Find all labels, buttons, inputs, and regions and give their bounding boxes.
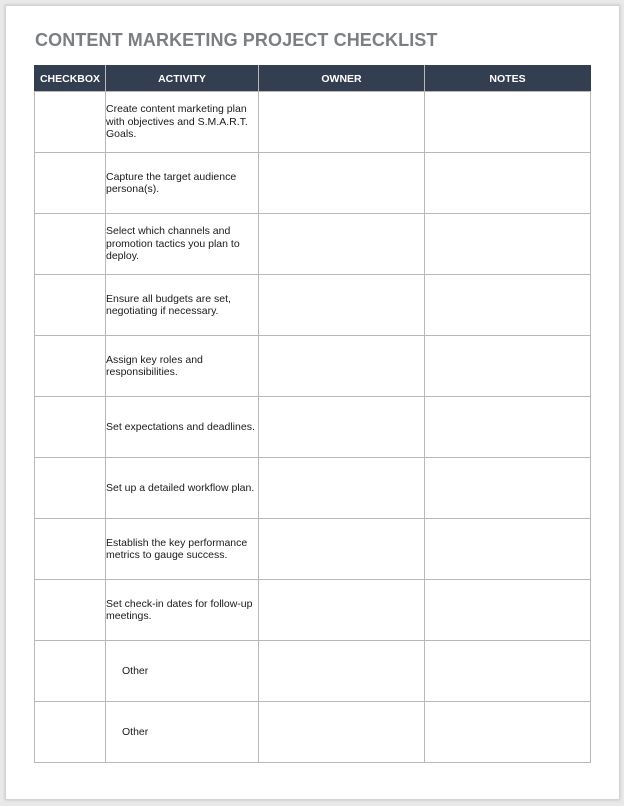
activity-cell: Capture the target audience persona(s). xyxy=(106,153,259,214)
notes-cell[interactable] xyxy=(425,214,591,275)
header-notes: NOTES xyxy=(425,66,591,92)
owner-cell[interactable] xyxy=(259,580,425,641)
owner-cell[interactable] xyxy=(259,397,425,458)
owner-cell[interactable] xyxy=(259,214,425,275)
table-row xyxy=(35,458,591,519)
owner-cell[interactable] xyxy=(259,519,425,580)
owner-cell[interactable] xyxy=(259,92,425,153)
activity-cell: Create content marketing plan with objectives and S.M.A.R.T. Goals. xyxy=(106,92,259,153)
owner-cell[interactable] xyxy=(259,153,425,214)
table-row xyxy=(35,702,591,763)
owner-cell[interactable] xyxy=(259,336,425,397)
table-row xyxy=(35,641,591,702)
activity-cell: Select which channels and promotion tactics you plan to deploy. xyxy=(106,214,259,275)
activity-cell: Establish the key performance metrics to gauge success. xyxy=(106,519,259,580)
activity-cell: Ensure all budgets are set, negotiating if necessary. xyxy=(106,275,259,336)
table-row xyxy=(35,519,591,580)
checklist-table xyxy=(34,65,591,763)
notes-cell[interactable] xyxy=(425,641,591,702)
document-page xyxy=(5,5,620,800)
activity-cell: Set up a detailed workflow plan. xyxy=(106,458,259,519)
notes-cell[interactable] xyxy=(425,397,591,458)
notes-cell[interactable] xyxy=(425,519,591,580)
owner-cell[interactable] xyxy=(259,641,425,702)
table-row xyxy=(35,580,591,641)
table-row xyxy=(35,275,591,336)
activity-cell-other[interactable]: Other xyxy=(106,641,259,702)
owner-cell[interactable] xyxy=(259,275,425,336)
checkbox-cell[interactable] xyxy=(35,702,106,763)
notes-cell[interactable] xyxy=(425,92,591,153)
header-activity: ACTIVITY xyxy=(106,66,259,92)
notes-cell[interactable] xyxy=(425,580,591,641)
notes-cell[interactable] xyxy=(425,336,591,397)
checkbox-cell[interactable] xyxy=(35,92,106,153)
notes-cell[interactable] xyxy=(425,702,591,763)
table-row xyxy=(35,397,591,458)
notes-cell[interactable] xyxy=(425,153,591,214)
table-row xyxy=(35,92,591,153)
checkbox-cell[interactable] xyxy=(35,397,106,458)
checkbox-cell[interactable] xyxy=(35,214,106,275)
checkbox-cell[interactable] xyxy=(35,336,106,397)
header-owner: OWNER xyxy=(259,66,425,92)
checkbox-cell[interactable] xyxy=(35,275,106,336)
checkbox-cell[interactable] xyxy=(35,458,106,519)
activity-cell-other[interactable]: Other xyxy=(106,702,259,763)
checkbox-cell[interactable] xyxy=(35,580,106,641)
activity-cell: Assign key roles and responsibilities. xyxy=(106,336,259,397)
checkbox-cell[interactable] xyxy=(35,519,106,580)
notes-cell[interactable] xyxy=(425,458,591,519)
checkbox-cell[interactable] xyxy=(35,641,106,702)
table-row xyxy=(35,336,591,397)
owner-cell[interactable] xyxy=(259,702,425,763)
activity-cell: Set check-in dates for follow-up meetings. xyxy=(106,580,259,641)
activity-cell: Set expectations and deadlines. xyxy=(106,397,259,458)
header-checkbox: CHECKBOX xyxy=(35,66,106,92)
table-row xyxy=(35,214,591,275)
checkbox-cell[interactable] xyxy=(35,153,106,214)
page-title: CONTENT MARKETING PROJECT CHECKLIST xyxy=(35,30,438,50)
table-row xyxy=(35,153,591,214)
notes-cell[interactable] xyxy=(425,275,591,336)
owner-cell[interactable] xyxy=(259,458,425,519)
table-header-row xyxy=(35,66,591,92)
